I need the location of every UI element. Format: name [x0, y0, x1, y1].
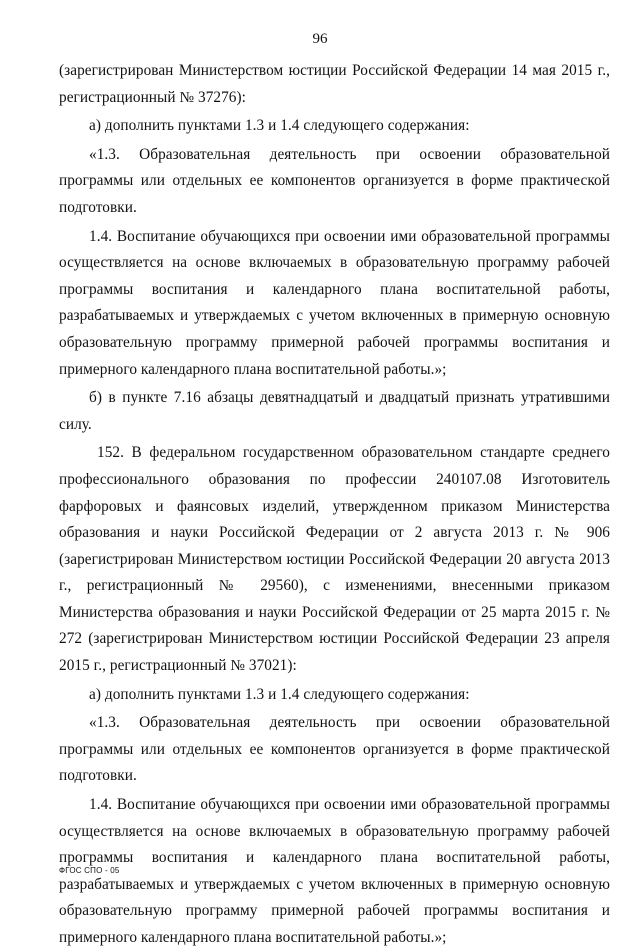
- paragraph-registration-continued: (зарегистрирован Министерством юстиции Российской Федерации 14 мая 2015 г., регистрационный № 37276):: [59, 62, 610, 106]
- page-number: 96: [312, 31, 328, 47]
- paragraph-clause-1-3-2: «1.3. Образовательная деятельность при освоении образовательной программы или отдельных ее компонентов организуется в форме практической подготовки.: [59, 714, 610, 785]
- paragraph-clause-1-4: 1.4. Воспитание обучающихся при освоении ими образовательной программы осуществляется на основе включаемых в образовательную программу рабочей программы воспитания и календарного плана воспитательной работы, разрабатываемых и утверждаемых с учетом включенных в примерную основную образовательную программу примерной рабочей программы воспитания и примерного календарного плана воспитательной работы.»;: [59, 227, 610, 378]
- paragraph-item-a: а) дополнить пунктами 1.3 и 1.4 следующего содержания:: [89, 117, 470, 135]
- paragraph-clause-1-3: «1.3. Образовательная деятельность при освоении образовательной программы или отдельных ее компонентов организуется в форме практической подготовки.: [59, 145, 610, 216]
- document-body: [59, 58, 610, 952]
- footer-label: ФГОС СПО - 05: [59, 866, 120, 875]
- paragraph-item-b: б) в пункте 7.16 абзацы девятнадцатый и двадцатый признать утратившими силу.: [59, 389, 610, 433]
- paragraph-clause-1-4-2: 1.4. Воспитание обучающихся при освоении ими образовательной программы осуществляется на основе включаемых в образовательную программу рабочей программы воспитания и календарного плана воспитательной работы, разрабатываемых и утверждаемых с учетом включенных в примерную основную образовательную программу примерной рабочей программы воспитания и примерного календарного плана воспитательной работы.»;: [59, 796, 610, 946]
- paragraph-section-152: 152. В федеральном государственном образовательном стандарте среднего профессионального образования по профессии 240107.08 Изготовитель фарфоровых и фаянсовых изделий, утвержденном приказом Министерства образования и науки Российской Федерации от 2 августа 2013 г. № 906 (зарегистрирован Министерством юстиции Российской Федерации 20 августа 2013 г., регистрационный № 29560), с изменениями, внесенными приказом Министерства образования и науки Российской Федерации от 25 марта 2015 г. № 272 (зарегистрирован Министерством юстиции Российской Федерации 23 апреля 2015 г., регистрационный № 37021):: [59, 444, 610, 675]
- paragraph-item-a-2: а) дополнить пунктами 1.3 и 1.4 следующего содержания:: [89, 685, 470, 703]
